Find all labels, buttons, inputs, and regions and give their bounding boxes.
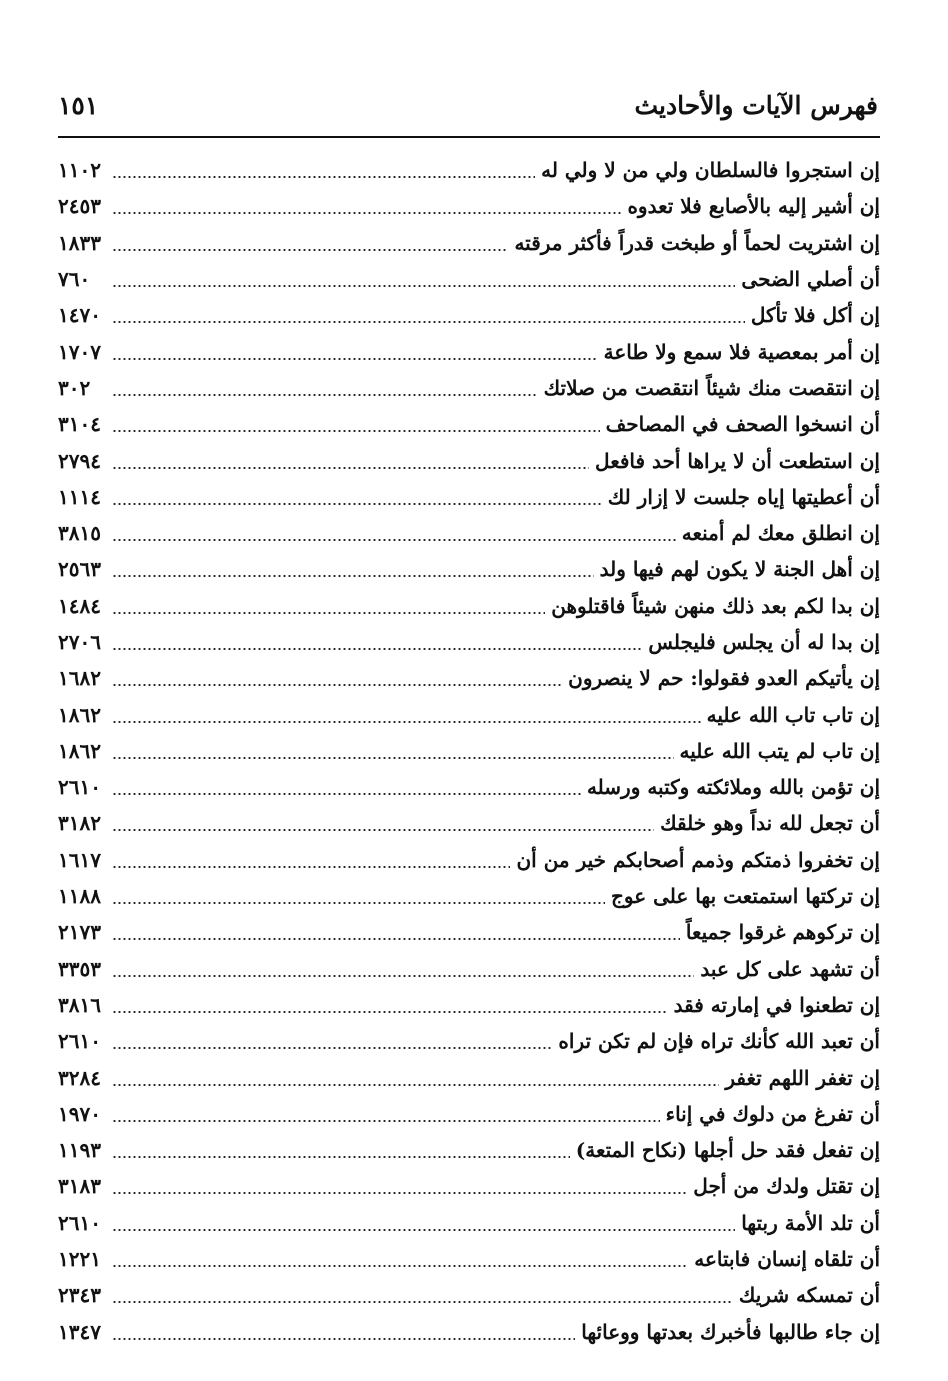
entry-text: إن يأتيكم العدو فقولوا: حم لا ينصرون [568, 666, 880, 691]
index-entry [58, 696, 880, 732]
entry-text: إن جاء طالبها فأخبرك بعدتها ووعائها [581, 1319, 880, 1344]
dot-leader [112, 721, 701, 723]
index-entry [58, 878, 880, 914]
entry-reference-number: ١١٨٨ [58, 884, 101, 909]
dot-leader [112, 975, 694, 977]
entry-text: إن تؤمن بالله وملائكته وكتبه ورسله [586, 775, 880, 800]
entry-text: إن أكل فلا تأكل [750, 303, 880, 328]
dot-leader [112, 829, 654, 831]
index-entry [58, 1277, 880, 1313]
entry-text: إن أهل الجنة لا يكون لهم فيها ولد [599, 557, 880, 582]
entry-text: إن تطعنوا في إمارته فقد [673, 992, 880, 1017]
index-entry [58, 333, 880, 369]
index-entry [58, 225, 880, 261]
entry-reference-number: ٣٢٨٤ [58, 1065, 101, 1090]
index-entry [58, 951, 880, 987]
index-entry [58, 152, 880, 188]
entry-text: إن تغفر اللهم تغفر [725, 1065, 880, 1090]
index-entry [58, 660, 880, 696]
entry-reference-number: ١٩٧٠ [58, 1101, 101, 1126]
index-entry [58, 842, 880, 878]
dot-leader [112, 1301, 733, 1303]
dot-leader [112, 648, 642, 650]
index-entry [58, 1241, 880, 1277]
dot-leader [112, 1192, 687, 1194]
header-rule [58, 136, 880, 138]
dot-leader [112, 1265, 688, 1267]
entry-reference-number: ٢٥٦٣ [58, 557, 101, 582]
index-entry [58, 406, 880, 442]
dot-leader [112, 176, 535, 178]
dot-leader [112, 503, 602, 505]
dot-leader [112, 866, 510, 868]
index-entry [58, 624, 880, 660]
entry-reference-number: ١٨٦٢ [58, 738, 101, 763]
entry-reference-number: ١٤٨٤ [58, 593, 101, 618]
index-entry [58, 1314, 880, 1350]
page-header [58, 86, 878, 126]
dot-leader [112, 902, 605, 904]
entry-reference-number: ١٣٤٧ [58, 1319, 101, 1344]
dot-leader [112, 285, 735, 287]
entry-text: إن تركتها استمتعت بها على عوج [610, 884, 880, 909]
entry-text: إن تفعل فقد حل أجلها (نكاح المتعة) [575, 1138, 880, 1163]
dot-leader [112, 467, 589, 469]
entry-text: أن تجعل لله نداً وهو خلقك [660, 811, 880, 836]
index-entry [58, 588, 880, 624]
entry-reference-number: ٣١٠٤ [58, 412, 101, 437]
dot-leader [112, 358, 598, 360]
index-entry [58, 1132, 880, 1168]
dot-leader [112, 1120, 660, 1122]
index-entry [58, 1096, 880, 1132]
dot-leader [112, 575, 594, 577]
entry-reference-number: ٢١٧٣ [58, 920, 101, 945]
dot-leader [112, 321, 745, 323]
index-entry [58, 733, 880, 769]
index-entry [58, 1023, 880, 1059]
index-entry [58, 261, 880, 297]
entry-reference-number: ٣١٨٣ [58, 1174, 101, 1199]
entry-reference-number: ٢٤٥٣ [58, 194, 101, 219]
entry-text: أن انسخوا الصحف في المصاحف [605, 412, 880, 437]
index-entry [58, 551, 880, 587]
index-entry [58, 479, 880, 515]
entry-text: إن أشير إليه بالأصابع فلا تعدوه [627, 194, 880, 219]
entry-reference-number: ٣٣٥٣ [58, 956, 101, 981]
entry-text: إن بدا لكم بعد ذلك منهن شيئاً فاقتلوهن [551, 593, 880, 618]
entry-text: أن تلد الأمة ربتها [741, 1210, 880, 1235]
index-entry-list [58, 152, 880, 1350]
running-title: فهرس الآيات والأحاديث [634, 91, 878, 120]
entry-reference-number: ٢٦١٠ [58, 775, 101, 800]
entry-text: أن أصلي الضحى [741, 267, 880, 292]
entry-text: إن انتقصت منك شيئاً انتقصت من صلاتك [543, 375, 880, 400]
entry-text: إن أمر بمعصية فلا سمع ولا طاعة [603, 339, 880, 364]
index-entry [58, 1059, 880, 1095]
dot-leader [112, 1156, 570, 1158]
entry-reference-number: ١٦١٧ [58, 847, 101, 872]
dot-leader [112, 1338, 575, 1340]
entry-text: إن تخفروا ذمتكم وذمم أصحابكم خير من أن [516, 847, 880, 872]
index-entry [58, 769, 880, 805]
index-entry [58, 370, 880, 406]
entry-text: أن أعطيتها إياه جلست لا إزار لك [607, 484, 880, 509]
entry-reference-number: ١١٠٢ [58, 158, 101, 183]
entry-reference-number: ٣١٨٢ [58, 811, 101, 836]
index-entry [58, 805, 880, 841]
entry-text: إن استجروا فالسلطان ولي من لا ولي له [541, 158, 880, 183]
index-entry [58, 297, 880, 333]
entry-text: إن تقتل ولدك من أجل [693, 1174, 880, 1199]
index-entry [58, 914, 880, 950]
dot-leader [112, 757, 674, 759]
entry-reference-number: ١٨٣٣ [58, 230, 101, 255]
index-entry [58, 442, 880, 478]
entry-text: إن استطعت أن لا يراها أحد فافعل [595, 448, 880, 473]
entry-text: إن انطلق معك لم أمنعه [681, 521, 880, 546]
entry-text: أن تفرغ من دلوك في إناء [665, 1101, 880, 1126]
dot-leader [112, 1047, 552, 1049]
index-entry [58, 987, 880, 1023]
index-entry [58, 188, 880, 224]
entry-text: إن تاب تاب الله عليه [706, 702, 880, 727]
entry-reference-number: ١٤٧٠ [58, 303, 101, 328]
entry-reference-number: ٢٦١٠ [58, 1029, 101, 1054]
dot-leader [112, 394, 538, 396]
dot-leader [112, 1011, 668, 1013]
dot-leader [112, 249, 508, 251]
entry-reference-number: ٣٠٢ [58, 375, 91, 400]
entry-text: إن تركوهم غرقوا جميعاً [685, 920, 880, 945]
dot-leader [112, 430, 600, 432]
dot-leader [112, 938, 680, 940]
entry-reference-number: ١٦٨٢ [58, 666, 101, 691]
index-entry [58, 515, 880, 551]
dot-leader [112, 1084, 719, 1086]
entry-reference-number: ٧٦٠ [58, 267, 91, 292]
entry-reference-number: ٢٦١٠ [58, 1210, 101, 1235]
entry-reference-number: ٢٧٩٤ [58, 448, 101, 473]
entry-reference-number: ١٨٦٢ [58, 702, 101, 727]
entry-text: إن تاب لم يتب الله عليه [679, 738, 880, 763]
dot-leader [112, 612, 545, 614]
dot-leader [112, 212, 621, 214]
entry-reference-number: ١١١٤ [58, 484, 101, 509]
index-entry [58, 1205, 880, 1241]
dot-leader [112, 539, 676, 541]
dot-leader [112, 1229, 735, 1231]
entry-text: أن تلقاه إنسان فابتاعه [694, 1247, 880, 1272]
entry-text: أن تمسكه شريك [738, 1283, 880, 1308]
entry-text: أن تشهد على كل عبد [700, 956, 880, 981]
entry-reference-number: ٢٣٤٣ [58, 1283, 101, 1308]
dot-leader [112, 684, 562, 686]
entry-reference-number: ٣٨١٦ [58, 992, 101, 1017]
entry-text: إن بدا له أن يجلس فليجلس [648, 630, 880, 654]
index-entry [58, 1168, 880, 1204]
entry-reference-number: ١٢٢١ [58, 1247, 101, 1272]
entry-reference-number: ١١٩٣ [58, 1138, 101, 1163]
entry-reference-number: ٢٧٠٦ [58, 630, 101, 654]
dot-leader [112, 793, 581, 795]
entry-text: أن تعبد الله كأنك تراه فإن لم تكن تراه [558, 1029, 880, 1054]
entry-reference-number: ١٧٠٧ [58, 339, 101, 364]
page-number: ١٥١ [58, 91, 99, 120]
entry-reference-number: ٣٨١٥ [58, 521, 101, 546]
entry-text: إن اشتريت لحماً أو طبخت قدراً فأكثر مرقته [514, 230, 880, 255]
